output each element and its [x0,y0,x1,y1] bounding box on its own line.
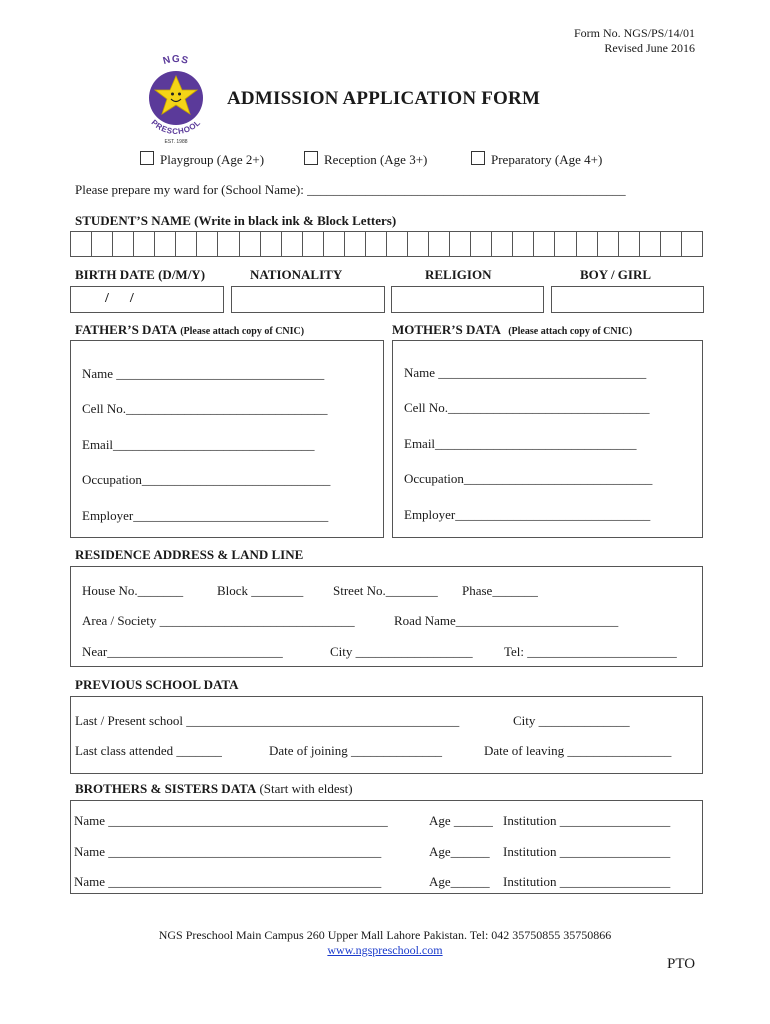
sibling-3-institution-field[interactable]: Institution _________________ [503,874,671,889]
date-slashes: / / [105,291,134,306]
father-cell-field[interactable]: Cell No._______________________________ [82,401,328,416]
mother-note: (Please attach copy of CNIC) [508,326,633,337]
father-note: (Please attach copy of CNIC) [180,326,305,337]
birth-date-label: BIRTH DATE (D/M/Y) [75,267,206,282]
birth-date-box[interactable] [70,286,224,313]
father-email-field[interactable]: Email_______________________________ [82,437,315,452]
nationality-label: NATIONALITY [250,267,343,282]
sibling-3-name-field[interactable]: Name __________________________________________ [74,874,382,889]
siblings-box [70,800,703,894]
form-number-block [574,26,695,56]
sibling-1-age-field[interactable]: Age ______ [429,813,493,828]
tel-field[interactable]: Tel: _______________________ [504,644,677,659]
sibling-3-age-field[interactable]: Age______ [429,874,490,889]
father-data-box [70,340,384,538]
school-name-line[interactable]: Please prepare my ward for (School Name): _________________________________________________ [75,182,626,197]
sibling-2-name-field[interactable]: Name __________________________________________ [74,844,382,859]
father-employer-field[interactable]: Employer______________________________ [82,508,329,523]
street-no-field[interactable]: Street No.________ [333,583,438,598]
mother-email-field[interactable]: Email_______________________________ [404,436,637,451]
sibling-2-age-field[interactable]: Age______ [429,844,490,859]
date-joining-field[interactable]: Date of joining ______________ [269,743,442,758]
father-occupation-field[interactable]: Occupation_____________________________ [82,472,331,487]
preparatory-checkbox[interactable] [471,151,485,165]
student-name-heading: STUDENT’S NAME (Write in black ink & Block Letters) [75,213,397,228]
road-name-field[interactable]: Road Name_________________________ [394,613,619,628]
sibling-1-name-field[interactable]: Name ___________________________________________ [74,813,388,828]
logo-top-text: NGS [161,53,191,68]
mother-occupation-field[interactable]: Occupation_____________________________ [404,471,653,486]
father-heading [75,322,304,338]
website-link[interactable]: www.ngspreschool.com [327,943,443,957]
logo-est-text: EST. 1988 [164,139,188,145]
reception-checkbox[interactable] [304,151,318,165]
date-leaving-field[interactable]: Date of leaving ________________ [484,743,672,758]
area-society-field[interactable]: Area / Society ______________________________ [82,613,355,628]
block-field[interactable]: Block ________ [217,583,304,598]
mother-name-field[interactable]: Name ________________________________ [404,365,647,380]
father-heading-text: FATHER’S DATA [75,322,177,337]
mother-employer-field[interactable]: Employer______________________________ [404,507,651,522]
sibling-1-institution-field[interactable]: Institution _________________ [503,813,671,828]
previous-school-heading: PREVIOUS SCHOOL DATA [75,677,239,692]
city-field[interactable]: City __________________ [330,644,473,659]
religion-box[interactable] [391,286,544,313]
last-class-field[interactable]: Last class attended _______ [75,743,222,758]
school-logo [134,50,218,146]
preparatory-label: Preparatory (Age 4+) [491,152,603,167]
last-school-field[interactable]: Last / Present school __________________________________________ [75,713,460,728]
previous-school-box [70,696,703,774]
revised-date: Revised June 2016 [604,41,695,55]
siblings-note: (Start with eldest) [259,781,353,796]
page-title: ADMISSION APPLICATION FORM [227,88,541,109]
student-name-cells[interactable] [70,231,703,257]
playgroup-checkbox[interactable] [140,151,154,165]
gender-label: BOY / GIRL [580,267,652,282]
mother-data-box [392,340,703,538]
option-reception[interactable] [304,151,427,168]
religion-label: RELIGION [425,267,492,282]
sibling-2-institution-field[interactable]: Institution _________________ [503,844,671,859]
siblings-heading [75,781,353,797]
pto-label: PTO [667,956,696,972]
nationality-box[interactable] [231,286,385,313]
footer-address: NGS Preschool Main Campus 260 Upper Mall Lahore Pakistan. Tel: 042 35750855 35750866 [158,928,612,942]
logo-bottom-text: PRESCHOOL [149,117,203,137]
playgroup-label: Playgroup (Age 2+) [160,152,265,167]
siblings-heading-text: BROTHERS & SISTERS DATA [75,781,257,796]
svg-text:NGS [162,54,190,67]
father-name-field[interactable]: Name ________________________________ [82,366,325,381]
house-no-field[interactable]: House No._______ [82,583,184,598]
residence-box [70,566,703,667]
previous-city-field[interactable]: City ______________ [513,713,630,728]
residence-heading: RESIDENCE ADDRESS & LAND LINE [75,547,304,562]
option-preparatory[interactable] [471,151,602,168]
mother-heading [392,322,632,338]
option-playgroup[interactable] [140,151,264,168]
mother-heading-text: MOTHER’S DATA [392,322,501,337]
phase-field[interactable]: Phase_______ [462,583,538,598]
form-number: Form No. NGS/PS/14/01 [573,26,695,40]
near-field[interactable]: Near___________________________ [82,644,283,659]
gender-box[interactable] [551,286,704,313]
mother-cell-field[interactable]: Cell No._______________________________ [404,400,650,415]
reception-label: Reception (Age 3+) [324,152,428,167]
